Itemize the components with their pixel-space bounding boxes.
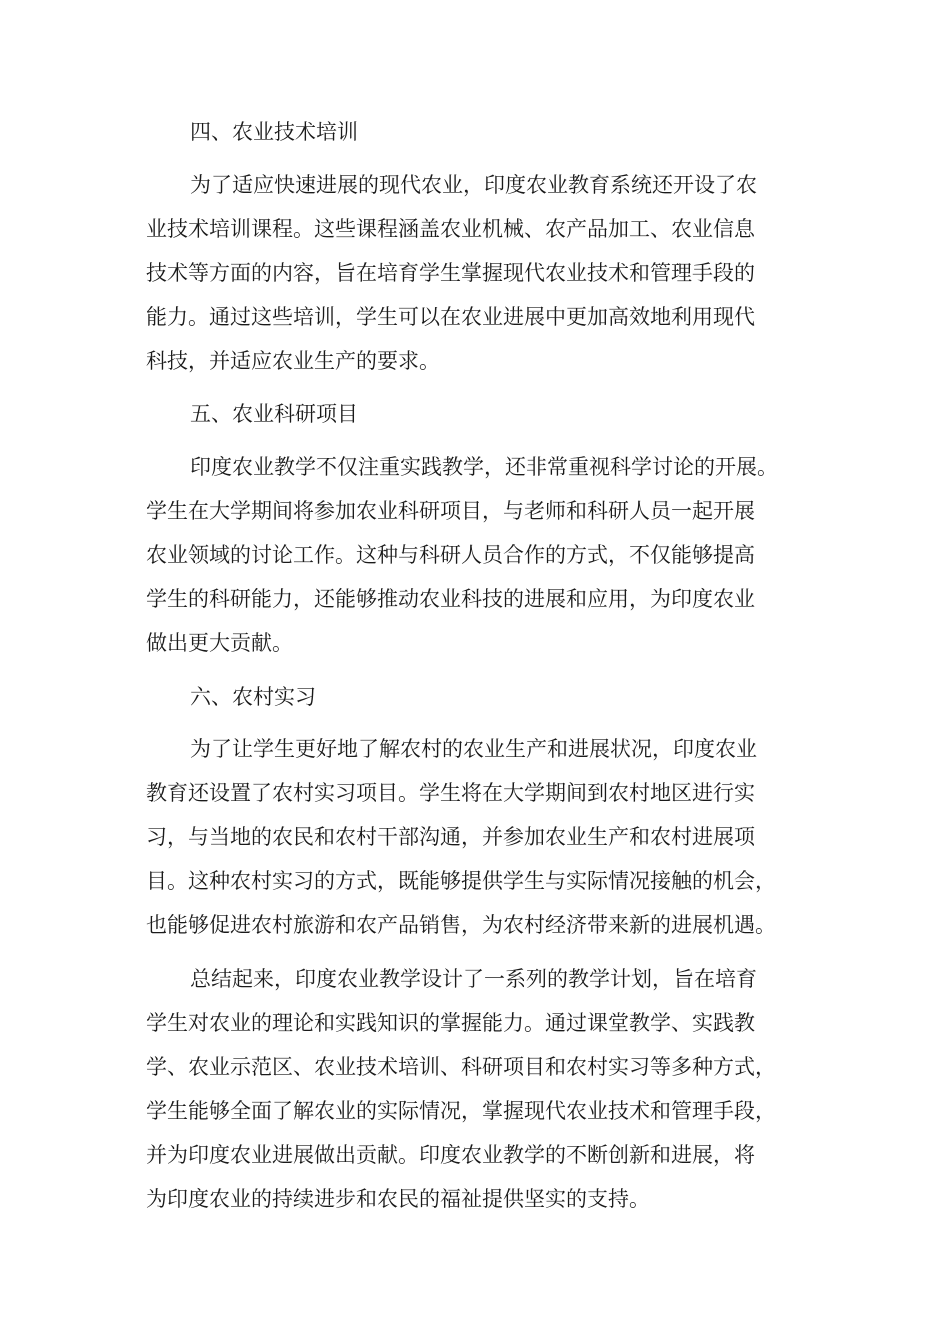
paragraph-line: 教育还设置了农村实习项目。学生将在大学期间到农村地区进行实 bbox=[146, 781, 755, 805]
paragraph-line: 业技术培训课程。这些课程涵盖农业机械、农产品加工、农业信息 bbox=[146, 217, 755, 241]
paragraph-line: 为了让学生更好地了解农村的农业生产和进展状况，印度农业 bbox=[190, 737, 757, 761]
paragraph-line: 学生能够全面了解农业的实际情况，掌握现代农业技术和管理手段， bbox=[146, 1099, 776, 1123]
paragraph-line: 农业领域的讨论工作。这种与科研人员合作的方式，不仅能够提高 bbox=[146, 543, 755, 567]
paragraph-line: 学、农业示范区、农业技术培训、科研项目和农村实习等多种方式， bbox=[146, 1055, 776, 1079]
paragraph-line: 习，与当地的农民和农村干部沟通，并参加农业生产和农村进展项 bbox=[146, 825, 755, 849]
paragraph-line: 也能够促进农村旅游和农产品销售，为农村经济带来新的进展机遇。 bbox=[146, 913, 776, 937]
paragraph-line: 科技，并适应农业生产的要求。 bbox=[146, 349, 440, 373]
paragraph-line: 总结起来，印度农业教学设计了一系列的教学计划，旨在培育 bbox=[190, 967, 757, 991]
paragraph-line: 为印度农业的持续进步和农民的福祉提供坚实的支持。 bbox=[146, 1187, 650, 1211]
paragraph-line: 能力。通过这些培训，学生可以在农业进展中更加高效地利用现代 bbox=[146, 305, 755, 329]
paragraph-line: 学生在大学期间将参加农业科研项目，与老师和科研人员一起开展 bbox=[146, 499, 755, 523]
paragraph-line: 技术等方面的内容，旨在培育学生掌握现代农业技术和管理手段的 bbox=[146, 261, 755, 285]
paragraph-line: 做出更大贡献。 bbox=[146, 631, 293, 655]
paragraph-line: 为了适应快速进展的现代农业，印度农业教育系统还开设了农 bbox=[190, 173, 757, 197]
paragraph-line: 目。这种农村实习的方式，既能够提供学生与实际情况接触的机会， bbox=[146, 869, 776, 893]
paragraph-line: 并为印度农业进展做出贡献。印度农业教学的不断创新和进展，将 bbox=[146, 1143, 755, 1167]
paragraph-line: 学生对农业的理论和实践知识的掌握能力。通过课堂教学、实践教 bbox=[146, 1011, 755, 1035]
paragraph-line: 学生的科研能力，还能够推动农业科技的进展和应用，为印度农业 bbox=[146, 587, 755, 611]
paragraph-line: 印度农业教学不仅注重实践教学，还非常重视科学讨论的开展。 bbox=[190, 455, 778, 479]
section-heading: 五、农业科研项目 bbox=[190, 402, 358, 426]
section-heading: 六、农村实习 bbox=[190, 685, 316, 709]
section-heading: 四、农业技术培训 bbox=[190, 120, 358, 144]
